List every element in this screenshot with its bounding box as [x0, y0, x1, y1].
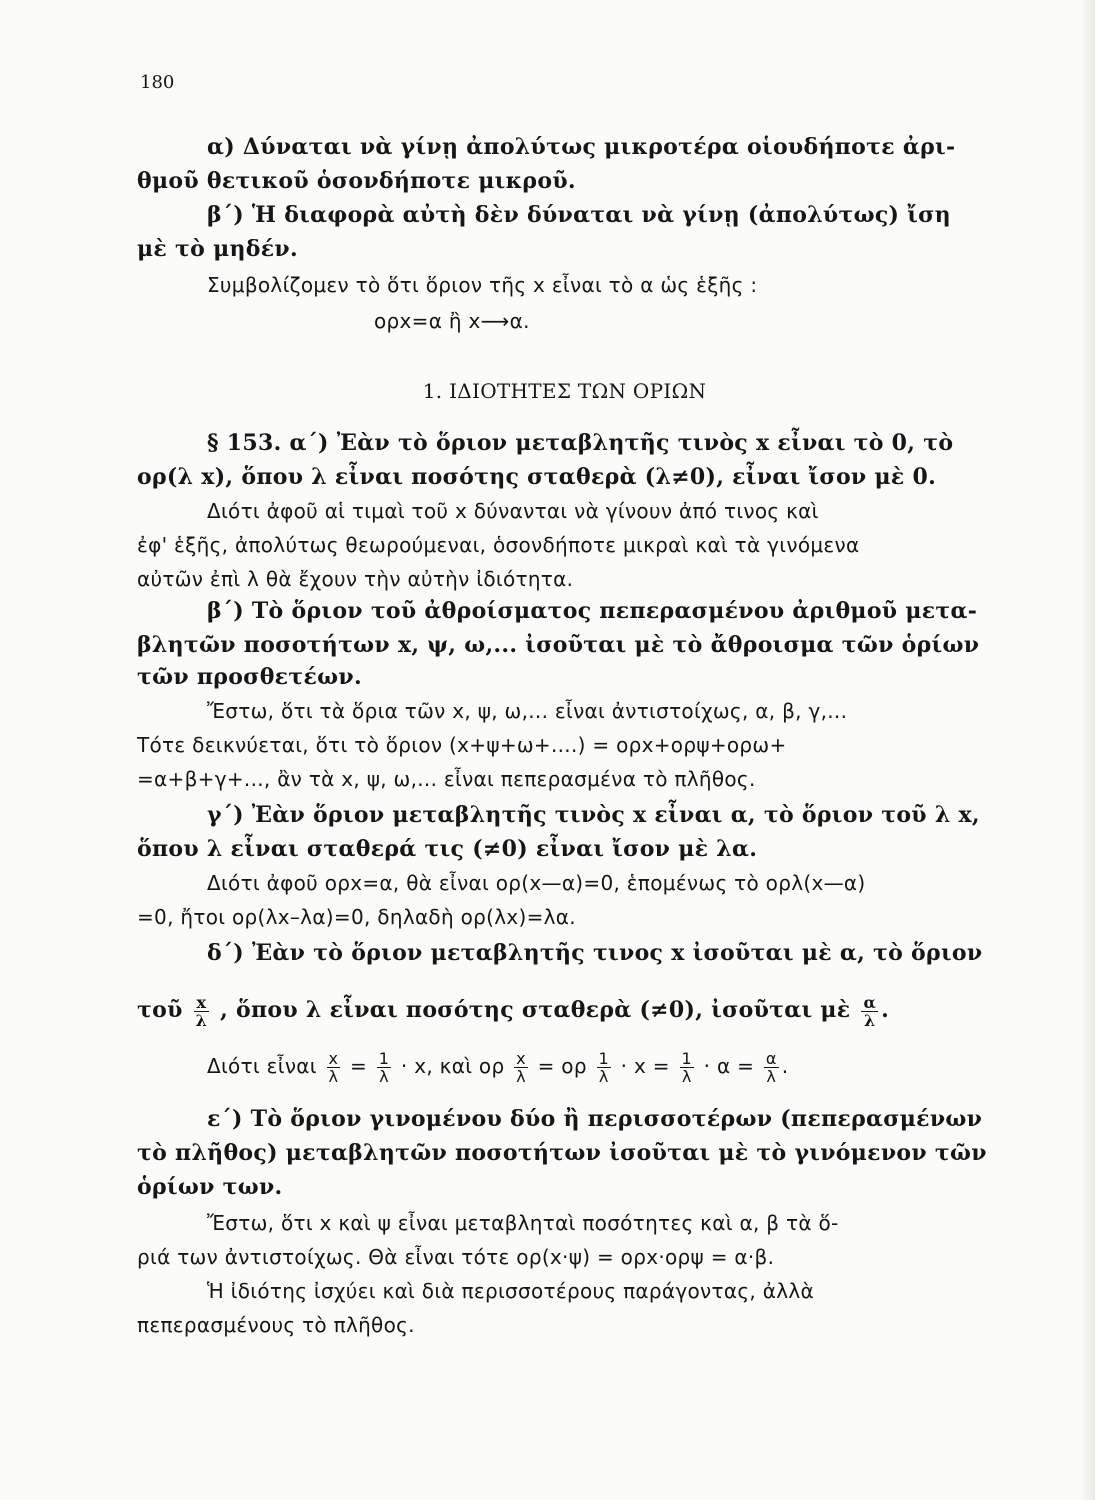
fraction-one-over-lambda: $\frac{1}{\lambda}$: [378, 1049, 390, 1086]
fraction-x-over-lambda: $\frac{x}{\lambda}$: [516, 1049, 526, 1086]
fraction-x-over-lambda: $\frac{x}{\lambda}$: [195, 992, 208, 1030]
fraction-x-over-lambda: $\frac{x}{\lambda}$: [328, 1049, 339, 1086]
text-line: πεπερασμένους τὸ πλῆθος.: [137, 1313, 415, 1337]
text-line: βλητῶν ποσοτήτων x, ψ, ω,... ἰσοῦται μὲ τὸ ἄθροισμα τῶν ὁρίων: [137, 632, 980, 658]
text-line: γ΄) Ἐὰν ὅριον μεταβλητῆς τινὸς x εἶναι α, τὸ ὅριον τοῦ λ x,: [207, 802, 980, 828]
text-line: ἐφ' ἑξῆς, ἀπολύτως θεωρούμεναι, ὁσονδήποτε μικραὶ καὶ τὰ γινόμενα: [137, 533, 860, 557]
page-number: 180: [140, 72, 175, 93]
fraction-alpha-over-lambda: $\frac{\alpha}{\lambda}$: [863, 992, 877, 1030]
text-line: ορ(λ x), ὅπου λ εἶναι ποσότης σταθερὰ (λ≠0), εἶναι ἴσον μὲ 0.: [137, 464, 937, 490]
text-line: ε΄) Τὸ ὅριον γινομένου δύο ἢ περισσοτέρων (πεπερασμένων: [207, 1106, 983, 1132]
text-line: § 153. α΄) Ἐὰν τὸ ὅριον μεταβλητῆς τινὸς x εἶναι τὸ 0, τὸ: [207, 430, 954, 456]
text-line: Διότι ἀφοῦ ορx=α, θὰ εἶναι ορ(x—α)=0, ἑπομένως τὸ ορλ(x—α): [207, 871, 866, 895]
page-edge-shadow: [1081, 0, 1095, 1500]
text-line: τὸ πλῆθος) μεταβλητῶν ποσοτήτων ἰσοῦται μὲ τὸ γινόμενον τῶν: [137, 1140, 987, 1166]
text-line: ὁρίων των.: [137, 1174, 283, 1200]
text-line: Τότε δεικνύεται, ὅτι τὸ ὅριον (x+ψ+ω+....) = ορx+ορψ+ορω+: [137, 733, 787, 757]
text-line: ὅπου λ εἶναι σταθερά τις (≠0) εἶναι ἴσον μὲ λα.: [137, 836, 758, 862]
text-line: μὲ τὸ μηδέν.: [137, 236, 298, 262]
fraction-one-over-lambda: $\frac{1}{\lambda}$: [681, 1049, 692, 1086]
section-heading: 1. ΙΔΙΟΤΗΤΕΣ ΤΩΝ ΟΡΙΩΝ: [422, 379, 707, 403]
fraction-one-over-lambda: $\frac{1}{\lambda}$: [598, 1049, 609, 1086]
fraction-alpha-over-lambda: $\frac{\alpha}{\lambda}$: [765, 1049, 777, 1086]
text-line: Ἔστω, ὅτι x καὶ ψ εἶναι μεταβληταὶ ποσότητες καὶ α, β τὰ ὅ-: [207, 1211, 839, 1235]
text-line: θμοῦ θετικοῦ ὁσονδήποτε μικροῦ.: [137, 168, 576, 194]
text-line: Ἔστω, ὅτι τὰ ὅρια τῶν x, ψ, ω,... εἶναι ἀντιστοίχως, α, β, γ,...: [207, 699, 848, 723]
formula-line-fraction: τοῦ $\frac{x}{\lambda}$ , ὅπου λ εἶναι ποσότης σταθερὰ (≠0), ἰσοῦται μὲ $\frac{\alpha}{\lambda}$ .: [137, 992, 890, 1030]
text-line: Διότι ἀφοῦ αἱ τιμαὶ τοῦ x δύνανται νὰ γίνουν ἀπό τινος καὶ: [207, 499, 819, 523]
text-line: Ἡ ἰδιότης ἰσχύει καὶ διὰ περισσοτέρους παράγοντας, ἀλλὰ: [207, 1279, 814, 1303]
text-line: β΄) Τὸ ὅριον τοῦ ἀθροίσματος πεπερασμένου ἀριθμοῦ μετα-: [207, 598, 978, 624]
text-line: Συμβολίζομεν τὸ ὅτι ὅριον τῆς x εἶναι τὸ α ὡς ἑξῆς :: [207, 273, 758, 297]
text-line: =α+β+γ+..., ἂν τὰ x, ψ, ω,... εἶναι πεπερασμένα τὸ πλῆθος.: [137, 767, 756, 791]
text-line: τῶν προσθετέων.: [137, 664, 362, 690]
text-line: α) Δύναται νὰ γίνῃ ἀπολύτως μικροτέρα οἱουδήποτε ἀρι-: [207, 134, 956, 160]
text-line: ριά των ἀντιστοίχως. Θὰ εἶναι τότε ορ(x·ψ) = ορx·ορψ = α·β.: [137, 1245, 775, 1269]
text-line: αὐτῶν ἐπὶ λ θὰ ἔχουν τὴν αὐτὴν ἰδιότητα.: [137, 567, 574, 591]
text-line: δ΄) Ἐὰν τὸ ὅριον μεταβλητῆς τινος x ἰσοῦται μὲ α, τὸ ὅριον: [207, 940, 983, 966]
text-line: =0, ἤτοι ορ(λx–λα)=0, δηλαδὴ ορ(λx)=λα.: [137, 905, 576, 929]
text-line: β΄) Ἡ διαφορὰ αὐτὴ δὲν δύναται νὰ γίνῃ (ἀπολύτως) ἴση: [207, 202, 951, 228]
formula-line: ορx=α ἢ x⟶α.: [374, 309, 530, 333]
formula-line-proof: Διότι εἶναι $\frac{x}{\lambda}$ = $\frac{1}{\lambda}$ · x, καὶ ορ $\frac{x}{\lambda}$ = ορ $\frac{1}{\lambda}$ · x = $\frac{1}{\lambda}$ · α = $\frac{\alpha}{\lambda}$ .: [207, 1049, 789, 1086]
